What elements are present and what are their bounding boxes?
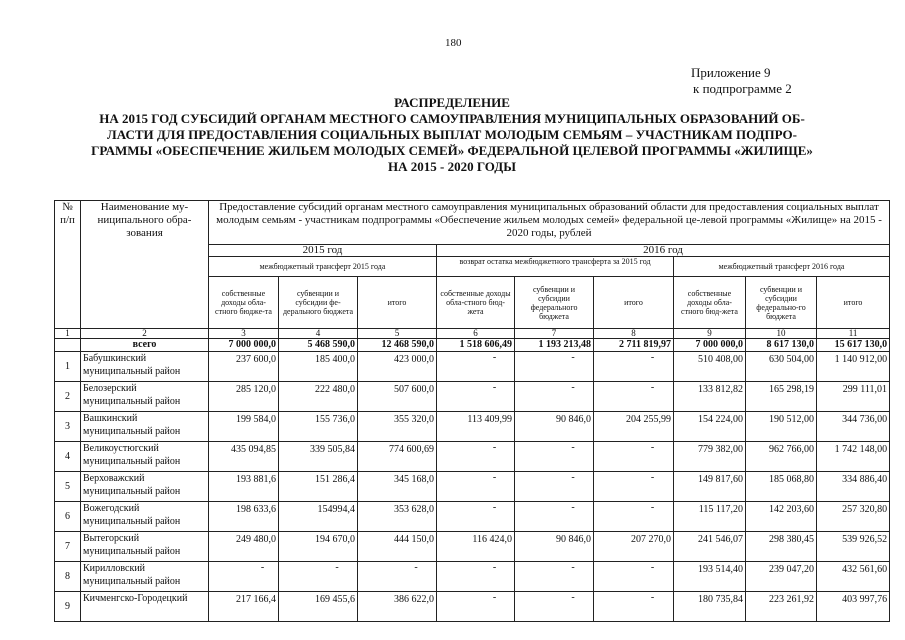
table-cell: 237 600,0 bbox=[209, 352, 279, 382]
header-total-return: итого bbox=[594, 277, 674, 329]
table-cell: 510 408,00 bbox=[674, 352, 746, 382]
table-cell: 223 261,92 bbox=[746, 592, 817, 622]
table-cell: 207 270,0 bbox=[594, 532, 674, 562]
column-number: 2 bbox=[81, 329, 209, 339]
total-row bbox=[55, 339, 890, 352]
column-number: 3 bbox=[209, 329, 279, 339]
table-cell: 962 766,00 bbox=[746, 442, 817, 472]
total-cell: 15 617 130,0 bbox=[817, 339, 890, 352]
header-transfer-2015: межбюджетный трансферт 2015 года bbox=[209, 257, 437, 277]
appendix-line-1: Приложение 9 bbox=[691, 65, 771, 80]
table-cell: 133 812,82 bbox=[674, 382, 746, 412]
table-cell: - bbox=[515, 562, 594, 592]
table-cell: 257 320,80 bbox=[817, 502, 890, 532]
table-cell: - bbox=[358, 562, 437, 592]
table-cell: 774 600,69 bbox=[358, 442, 437, 472]
column-number: 4 bbox=[279, 329, 358, 339]
row-index: 5 bbox=[55, 472, 81, 502]
table-cell: 180 735,84 bbox=[674, 592, 746, 622]
table-cell: - bbox=[594, 472, 674, 502]
column-number: 6 bbox=[437, 329, 515, 339]
total-cell: 7 000 000,0 bbox=[674, 339, 746, 352]
row-index: 9 bbox=[55, 592, 81, 622]
title-line-4: ГРАММЫ «ОБЕСПЕЧЕНИЕ ЖИЛЬЕМ МОЛОДЫХ СЕМЕЙ» ФЕДЕРАЛЬНОЙ ЦЕЛЕВОЙ ПРОГРАММЫ «ЖИЛИЩЕ» bbox=[91, 143, 813, 158]
table-row bbox=[55, 472, 890, 502]
district-name: Кирилловский муниципальный район bbox=[81, 562, 209, 592]
header-transfer-2016: межбюджетный трансферт 2016 года bbox=[674, 257, 890, 277]
table-cell: 339 505,84 bbox=[279, 442, 358, 472]
district-name: Кичменгско-Городецкий bbox=[81, 592, 209, 622]
table-cell: - bbox=[515, 352, 594, 382]
total-cell: 2 711 819,97 bbox=[594, 339, 674, 352]
table-cell: 630 504,00 bbox=[746, 352, 817, 382]
table-cell: 222 480,0 bbox=[279, 382, 358, 412]
district-name: Вожегодский муниципальный район bbox=[81, 502, 209, 532]
title-line-2: НА 2015 ГОД СУБСИДИЙ ОРГАНАМ МЕСТНОГО САМОУПРАВЛЕНИЯ МУНИЦИПАЛЬНЫХ ОБРАЗОВАНИЙ ОБ- bbox=[99, 111, 805, 126]
row-index: 4 bbox=[55, 442, 81, 472]
table-cell: - bbox=[279, 562, 358, 592]
header-own-income-return: собственные доходы обла-стного бюд-жета bbox=[437, 277, 515, 329]
table-cell: 249 480,0 bbox=[209, 532, 279, 562]
total-cell: 8 617 130,0 bbox=[746, 339, 817, 352]
table-cell: 285 120,0 bbox=[209, 382, 279, 412]
table-row bbox=[55, 412, 890, 442]
header-name: Наименование му-ниципального обра-зования bbox=[81, 201, 209, 329]
table-cell: 334 886,40 bbox=[817, 472, 890, 502]
table-cell: - bbox=[437, 562, 515, 592]
total-cell: 5 468 590,0 bbox=[279, 339, 358, 352]
table-cell: 386 622,0 bbox=[358, 592, 437, 622]
table-row bbox=[55, 442, 890, 472]
table-cell: 217 166,4 bbox=[209, 592, 279, 622]
title-line-1: РАСПРЕДЕЛЕНИЕ bbox=[394, 95, 510, 110]
table-cell: - bbox=[594, 502, 674, 532]
table-cell: 154994,4 bbox=[279, 502, 358, 532]
header-subvention-return: субвенции и субсидии федерального бюджета bbox=[515, 277, 594, 329]
column-number: 10 bbox=[746, 329, 817, 339]
table-cell: 423 000,0 bbox=[358, 352, 437, 382]
header-year-2016: 2016 год bbox=[437, 245, 890, 257]
header-subvention: субвенции и субсидии фе-дерального бюджета bbox=[279, 277, 358, 329]
subsidy-table bbox=[54, 200, 890, 622]
table-cell: 507 600,0 bbox=[358, 382, 437, 412]
table-cell: 444 150,0 bbox=[358, 532, 437, 562]
table-cell: 185 400,0 bbox=[279, 352, 358, 382]
table-cell: 149 817,60 bbox=[674, 472, 746, 502]
column-number: 5 bbox=[358, 329, 437, 339]
table-cell: 539 926,52 bbox=[817, 532, 890, 562]
table-cell: - bbox=[209, 562, 279, 592]
table-row bbox=[55, 502, 890, 532]
table-cell: 435 094,85 bbox=[209, 442, 279, 472]
table-cell: 142 203,60 bbox=[746, 502, 817, 532]
table-cell: - bbox=[437, 592, 515, 622]
total-label: всего bbox=[81, 339, 209, 352]
district-name: Белозерский муниципальный район bbox=[81, 382, 209, 412]
column-number: 11 bbox=[817, 329, 890, 339]
column-number: 7 bbox=[515, 329, 594, 339]
table-row bbox=[55, 532, 890, 562]
header-num: № п/п bbox=[55, 201, 81, 329]
table-cell: - bbox=[437, 382, 515, 412]
header-return-2015: возврат остатка межбюджетного трансферта за 2015 год bbox=[437, 257, 674, 277]
table-cell: 298 380,45 bbox=[746, 532, 817, 562]
table-cell: 299 111,01 bbox=[817, 382, 890, 412]
title-line-3: ЛАСТИ ДЛЯ ПРЕДОСТАВЛЕНИЯ СОЦИАЛЬНЫХ ВЫПЛАТ МОЛОДЫМ СЕМЬЯМ – УЧАСТНИКАМ ПОДПРО- bbox=[107, 127, 797, 142]
column-number-row bbox=[55, 329, 890, 339]
column-number: 9 bbox=[674, 329, 746, 339]
district-name: Верховажский муниципальный район bbox=[81, 472, 209, 502]
table-cell: - bbox=[515, 382, 594, 412]
table-cell: - bbox=[437, 502, 515, 532]
table-cell: 154 224,00 bbox=[674, 412, 746, 442]
table-cell: - bbox=[437, 472, 515, 502]
table-cell: 115 117,20 bbox=[674, 502, 746, 532]
table-cell: - bbox=[515, 502, 594, 532]
table-cell: 90 846,0 bbox=[515, 412, 594, 442]
total-cell: 1 518 606,49 bbox=[437, 339, 515, 352]
table-cell: 241 546,07 bbox=[674, 532, 746, 562]
table-cell: 344 736,00 bbox=[817, 412, 890, 442]
header-year-2015: 2015 год bbox=[209, 245, 437, 257]
table-cell: 169 455,6 bbox=[279, 592, 358, 622]
table-row bbox=[55, 562, 890, 592]
row-index: 7 bbox=[55, 532, 81, 562]
header-own-income-2016: собственные доходы обла-стного бюд-жета bbox=[674, 277, 746, 329]
table-cell: 113 409,99 bbox=[437, 412, 515, 442]
table-cell: - bbox=[594, 592, 674, 622]
page-number: 180 bbox=[445, 37, 462, 49]
district-name: Вашкинский муниципальный район bbox=[81, 412, 209, 442]
table-cell: 185 068,80 bbox=[746, 472, 817, 502]
table-cell: 403 997,76 bbox=[817, 592, 890, 622]
table-cell: - bbox=[437, 352, 515, 382]
row-index: 2 bbox=[55, 382, 81, 412]
table-cell: 151 286,4 bbox=[279, 472, 358, 502]
header-total-2016: итого bbox=[817, 277, 890, 329]
row-index: 3 bbox=[55, 412, 81, 442]
district-name: Вытегорский муниципальный район bbox=[81, 532, 209, 562]
table-cell: - bbox=[515, 442, 594, 472]
appendix-note bbox=[691, 65, 792, 97]
total-cell: 7 000 000,0 bbox=[209, 339, 279, 352]
column-number: 1 bbox=[55, 329, 81, 339]
table-cell: - bbox=[594, 352, 674, 382]
table-cell: 90 846,0 bbox=[515, 532, 594, 562]
header-subvention-2016: субвенции и субсидии федерально-го бюджета bbox=[746, 277, 817, 329]
row-index: 1 bbox=[55, 352, 81, 382]
title-line-5: НА 2015 - 2020 ГОДЫ bbox=[388, 159, 516, 174]
table-cell: - bbox=[515, 592, 594, 622]
table-cell: 190 512,00 bbox=[746, 412, 817, 442]
table-cell: 116 424,0 bbox=[437, 532, 515, 562]
table-cell: - bbox=[594, 562, 674, 592]
table-row bbox=[55, 352, 890, 382]
table-cell: 345 168,0 bbox=[358, 472, 437, 502]
header-main: Предоставление субсидий органам местного самоуправления муниципальных образований области для предоставления социальных выплат молодым семьям - участникам подпрограммы «Обеспечение жильем молодых семей» федеральной це-левой программы «Жилище» на 2015 - 2020 годы, рублей bbox=[209, 201, 890, 245]
table-cell: - bbox=[437, 442, 515, 472]
district-name: Великоустюгский муниципальный район bbox=[81, 442, 209, 472]
table-cell: - bbox=[594, 382, 674, 412]
header-total: итого bbox=[358, 277, 437, 329]
table-cell: 155 736,0 bbox=[279, 412, 358, 442]
table-cell: 199 584,0 bbox=[209, 412, 279, 442]
total-cell: 12 468 590,0 bbox=[358, 339, 437, 352]
table-cell: 165 298,19 bbox=[746, 382, 817, 412]
column-number: 8 bbox=[594, 329, 674, 339]
table-cell: 355 320,0 bbox=[358, 412, 437, 442]
table-cell: 198 633,6 bbox=[209, 502, 279, 532]
table-cell: - bbox=[594, 442, 674, 472]
table-row bbox=[55, 592, 890, 622]
table-cell: 432 561,60 bbox=[817, 562, 890, 592]
table-cell: 193 514,40 bbox=[674, 562, 746, 592]
total-cell: 1 193 213,48 bbox=[515, 339, 594, 352]
data-rows bbox=[55, 352, 890, 622]
table-cell: 1 742 148,00 bbox=[817, 442, 890, 472]
table-cell: - bbox=[515, 472, 594, 502]
district-name: Бабушкинский муниципальный район bbox=[81, 352, 209, 382]
total-idx bbox=[55, 339, 81, 352]
appendix-line-2: к подпрограмме 2 bbox=[693, 81, 792, 96]
row-index: 8 bbox=[55, 562, 81, 592]
table-cell: 1 140 912,00 bbox=[817, 352, 890, 382]
table-row bbox=[55, 382, 890, 412]
table-cell: 204 255,99 bbox=[594, 412, 674, 442]
header-own-income: собственные доходы обла-стного бюдже-та bbox=[209, 277, 279, 329]
table-cell: 193 881,6 bbox=[209, 472, 279, 502]
table-cell: 353 628,0 bbox=[358, 502, 437, 532]
table-cell: 779 382,00 bbox=[674, 442, 746, 472]
table-cell: 239 047,20 bbox=[746, 562, 817, 592]
document-title bbox=[38, 95, 866, 175]
row-index: 6 bbox=[55, 502, 81, 532]
table-cell: 194 670,0 bbox=[279, 532, 358, 562]
